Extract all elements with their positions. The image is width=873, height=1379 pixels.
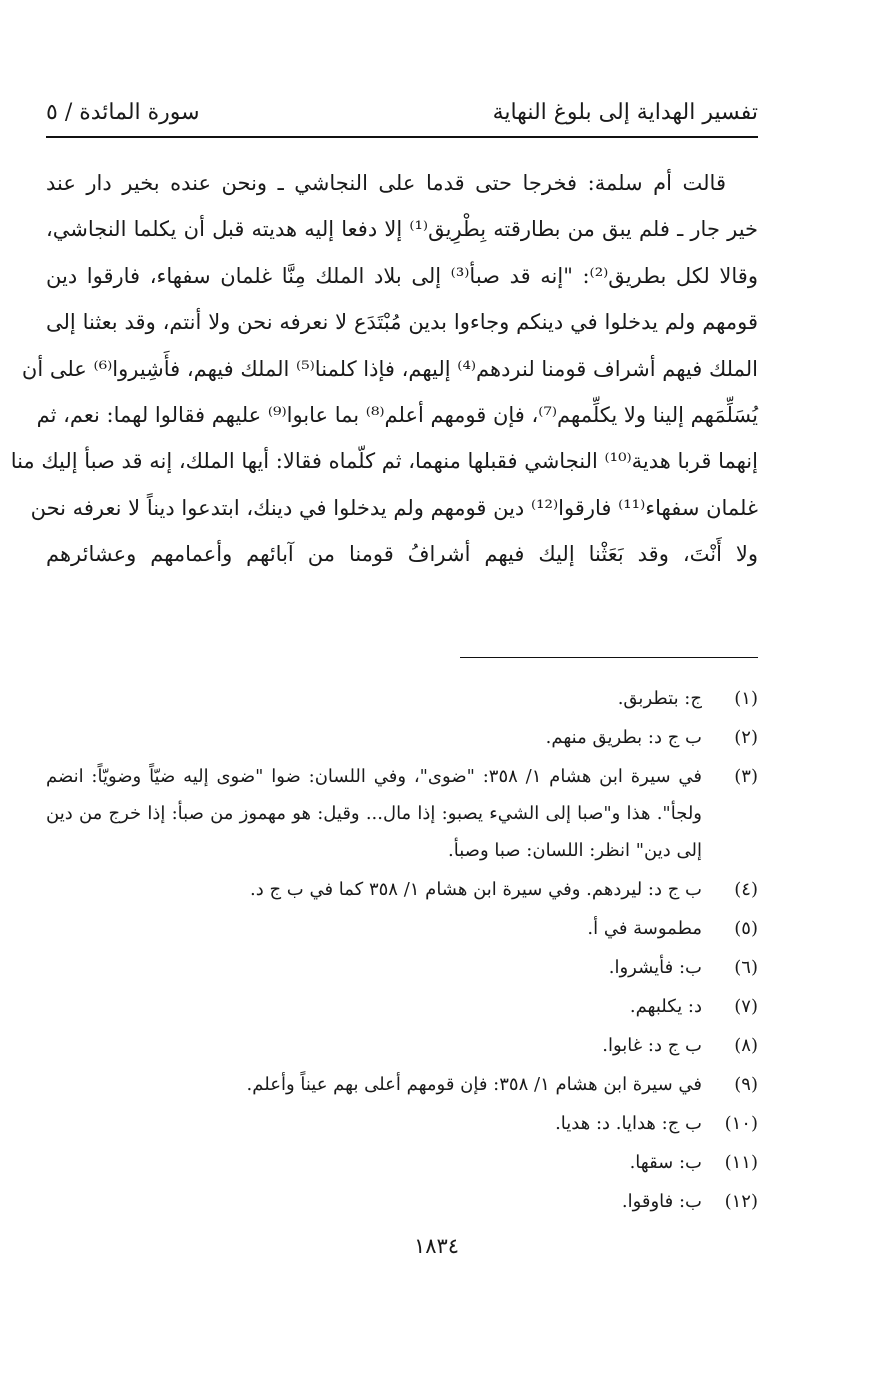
footnote-number: (٤) [734, 879, 758, 900]
footnote-text [46, 910, 702, 947]
footnote-number: (٣) [734, 766, 758, 787]
footnote-item [46, 1183, 758, 1220]
page-number: ١٨٣٤ [413, 1234, 460, 1258]
footnote-number: (١٢) [724, 1191, 758, 1212]
footnote-item [46, 719, 758, 756]
footnote-item [46, 949, 758, 986]
footnote-item [46, 1027, 758, 1064]
footnote-text [46, 1066, 702, 1103]
footnote-number: (٥) [734, 918, 758, 939]
footnote-item [46, 871, 758, 908]
footnote-number: (١١) [724, 1152, 758, 1173]
footnote-line: في سيرة ابن هشام ١/ ٣٥٨: فإن قومهم أعلى بهم عيناً وأعلم. [246, 1074, 702, 1095]
footnote-text [46, 719, 702, 756]
footnote-number: (٨) [734, 1035, 758, 1056]
footnote-text [46, 1105, 702, 1142]
footnote-text [46, 871, 702, 908]
footnote-item [46, 988, 758, 1025]
footnote-line: ب ج د: غابوا. [602, 1035, 702, 1056]
footnote-item [46, 1105, 758, 1142]
footnote-text [46, 949, 702, 986]
text-line: قالت أم سلمة: فخرجا حتى قدما على النجاشي ـ ونحن عنده بخير دار عند [46, 171, 726, 195]
text-line: يُسَلِّمَهم إلينا ولا يكلِّمهم⁽⁷⁾، فإن قومهم أعلم⁽⁸⁾ بما عابوا⁽⁹⁾ عليهم فقالوا لهما: نعم، ثم [36, 402, 758, 427]
footnote-number: (١) [734, 688, 758, 709]
text-line: إنهما قربا هدية⁽¹⁰⁾ النجاشي فقبلها منهما، ثم كلّماه فقالا: أيها الملك، إنه قد صبأ إليك منا [10, 449, 758, 474]
footnote-item [46, 1144, 758, 1181]
footnote-line: إلى دين" انظر: اللسان: صبا وصبأ. [448, 840, 702, 861]
footnotes [46, 680, 758, 1222]
running-header [46, 96, 758, 138]
text-line: الملك فيهم أشراف قومنا لنردهم⁽⁴⁾ إليهم، فإذا كلمنا⁽⁵⁾ الملك فيهم، فأَشِيروا⁽⁶⁾ على أن [21, 356, 758, 381]
footnote-item [46, 1066, 758, 1103]
text-line: قومهم ولم يدخلوا في دينكم وجاءوا بدين مُبْتَدَع لا نعرفه نحن ولا أنتم، وقد بعثنا إلى [46, 310, 758, 335]
footnote-line: ب: سقها. [629, 1152, 702, 1173]
footnote-number: (٦) [734, 957, 758, 978]
footnote-text [46, 1183, 702, 1220]
footnote-text [46, 988, 702, 1025]
footnote-separator [460, 657, 758, 658]
surah-label: سورة المائدة / ٥ [46, 100, 200, 125]
footnote-line: ب: فأيشروا. [608, 957, 702, 978]
footnote-line: ولجأ". هذا و"صبا إلى الشيء يصبو: إذا مال... وقيل: هو مهموز من صبأ: إذا خرج من دين [46, 803, 702, 824]
text-line: ولا أَنْتَ، وقد بَعَثْنا إليك فيهم أشرافُ قومنا من آبائهم وأعمامهم وعشائرهم [46, 542, 758, 567]
footnote-text [46, 1144, 702, 1181]
book-title: تفسير الهداية إلى بلوغ النهاية [492, 100, 758, 125]
footnote-text [46, 1027, 702, 1064]
footnote-line: ب ج د: بطريق منهم. [545, 727, 702, 748]
footnote-number: (٧) [734, 996, 758, 1017]
footnote-line: ب ج د: ليردهم. وفي سيرة ابن هشام ١/ ٣٥٨ كما في ب ج د. [249, 879, 702, 900]
footnote-line: مطموسة في أ. [587, 918, 702, 939]
footnote-line: ب: فاوقوا. [621, 1191, 702, 1212]
footnote-line: د: يكلبهم. [629, 996, 702, 1017]
footnote-text [46, 680, 702, 717]
footnote-number: (٢) [734, 727, 758, 748]
footnote-line: ب ج: هدايا. د: هديا. [555, 1113, 702, 1134]
footnote-number: (٩) [734, 1074, 758, 1095]
text-line: وقالا لكل بطريق⁽²⁾: "إنه قد صبأ⁽³⁾ إلى بلاد الملك مِنَّا غلمان سفهاء، فارقوا دين [46, 263, 758, 288]
footnote-number: (١٠) [724, 1113, 758, 1134]
text-line: غلمان سفهاء⁽¹¹⁾ فارقوا⁽¹²⁾ دين قومهم ولم يدخلوا في دينك، ابتدعوا ديناً لا نعرفه نحن [30, 495, 758, 520]
footnote-line: في سيرة ابن هشام ١/ ٣٥٨: "ضوى"، وفي اللسان: ضوا "ضوى إليه ضيّاً وضويّاً: انضم [46, 766, 703, 787]
footnote-item [46, 680, 758, 717]
footnote-text [46, 758, 702, 869]
footnote-item [46, 758, 758, 869]
footnote-item [46, 910, 758, 947]
footnote-line: ج: بتطربق. [617, 688, 702, 709]
text-line: خير جار ـ فلم يبق من بطارقته بِطْرِيق⁽¹⁾ إلا دفعا إليه هديته قبل أن يكلما النجاشي، [46, 217, 759, 242]
main-text [10, 160, 759, 578]
